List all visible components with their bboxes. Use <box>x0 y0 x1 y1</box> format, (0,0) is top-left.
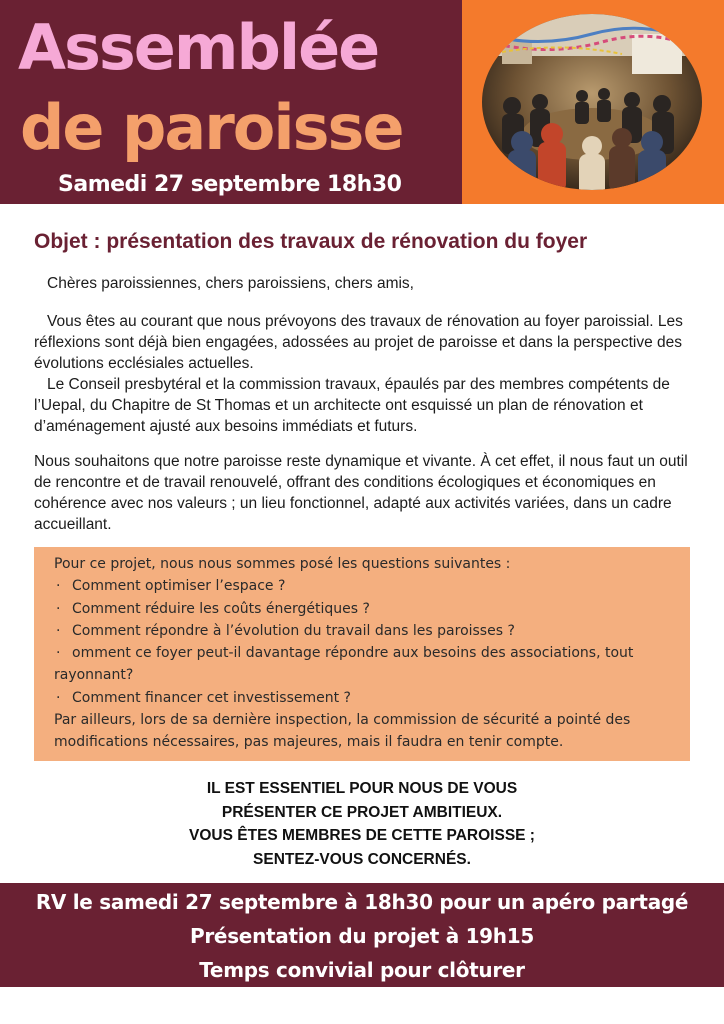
call-to-attention <box>0 777 724 871</box>
footer-presentation-time: Présentation du projet à 19h15 <box>190 924 534 948</box>
questions-closing: Par ailleurs, lors de sa dernière inspection, la commission de sécurité a pointé des modifications nécessaires, pas majeures, mais il faudra en tenir compte. <box>54 712 631 751</box>
question-text: Comment optimiser l’espace ? <box>72 578 286 595</box>
question-text: Comment financer cet investissement ? <box>72 689 351 706</box>
bullet-icon: · <box>56 622 61 639</box>
greeting-paragraph <box>34 273 690 294</box>
bullet-icon: · <box>56 689 61 706</box>
subject-heading: Objet : présentation des travaux de rénovation du foyer <box>34 230 588 253</box>
page-title-line-1: Assemblée <box>18 11 379 84</box>
event-date: Samedi 27 septembre 18h30 <box>58 172 402 197</box>
questions-box <box>34 547 690 761</box>
emphasis-line: PRÉSENTER CE PROJET AMBITIEUX. <box>221 803 503 821</box>
bullet-icon: · <box>56 645 61 662</box>
intro-paragraph-text: Vous êtes au courant que nous prévoyons des travaux de rénovation au foyer paroissial. Les réflexions sont déjà bien engagées, adossées au projet de paroisse et dans la perspective des évolutions ecclésiales actuelles. <box>34 313 683 372</box>
question-item <box>54 575 678 597</box>
footer-rendezvous: RV le samedi 27 septembre à 18h30 pour un apéro partagé <box>35 890 689 914</box>
question-text: omment ce foyer peut-il davantage répondre aux besoins des associations, tout rayonnant? <box>54 645 634 684</box>
emphasis-line: VOUS ÊTES MEMBRES DE CETTE PAROISSE ; <box>189 827 535 844</box>
emphasis-line: IL EST ESSENTIEL POUR NOUS DE VOUS <box>206 780 518 797</box>
intro-paragraph <box>34 311 690 437</box>
goal-paragraph <box>34 451 690 535</box>
goal-paragraph-text: Nous souhaitons que notre paroisse reste dynamique et vivante. À cet effet, il nous faut un outil de rencontre et de travail renouvelé, offrant des conditions écologiques et économiques en cohérence avec nos valeurs ; un lieu fonctionnel, adapté aux activités variées, dans un cadre accueillant. <box>34 453 688 533</box>
question-item <box>54 687 678 709</box>
questions-intro: Pour ce projet, nous nous sommes posé les questions suivantes : <box>54 556 511 572</box>
question-text: Comment réduire les coûts énergétiques ? <box>72 600 370 617</box>
question-text: Comment répondre à l’évolution du travail dans les paroisses ? <box>72 622 515 639</box>
footer-banner <box>0 883 724 987</box>
question-item <box>54 642 678 687</box>
council-paragraph-text: Le Conseil presbytéral et la commission travaux, épaulés par des membres compétents de l’Uepal, du Chapitre de St Thomas et un architecte ont esquissé un plan de rénovation et d’aménagement ajusté aux besoins immédiats et futurs. <box>34 376 670 435</box>
bullet-icon: · <box>56 578 61 595</box>
bullet-icon: · <box>56 600 61 617</box>
page-title-line-2: de paroisse <box>20 91 403 164</box>
question-item <box>54 598 678 620</box>
assembly-photo <box>482 14 702 190</box>
question-item <box>54 620 678 642</box>
greeting-text: Chères paroissiennes, chers paroissiens, chers amis, <box>47 275 414 292</box>
emphasis-line: SENTEZ-VOUS CONCERNÉS. <box>253 850 471 868</box>
footer-closing: Temps convivial pour clôturer <box>199 958 525 982</box>
